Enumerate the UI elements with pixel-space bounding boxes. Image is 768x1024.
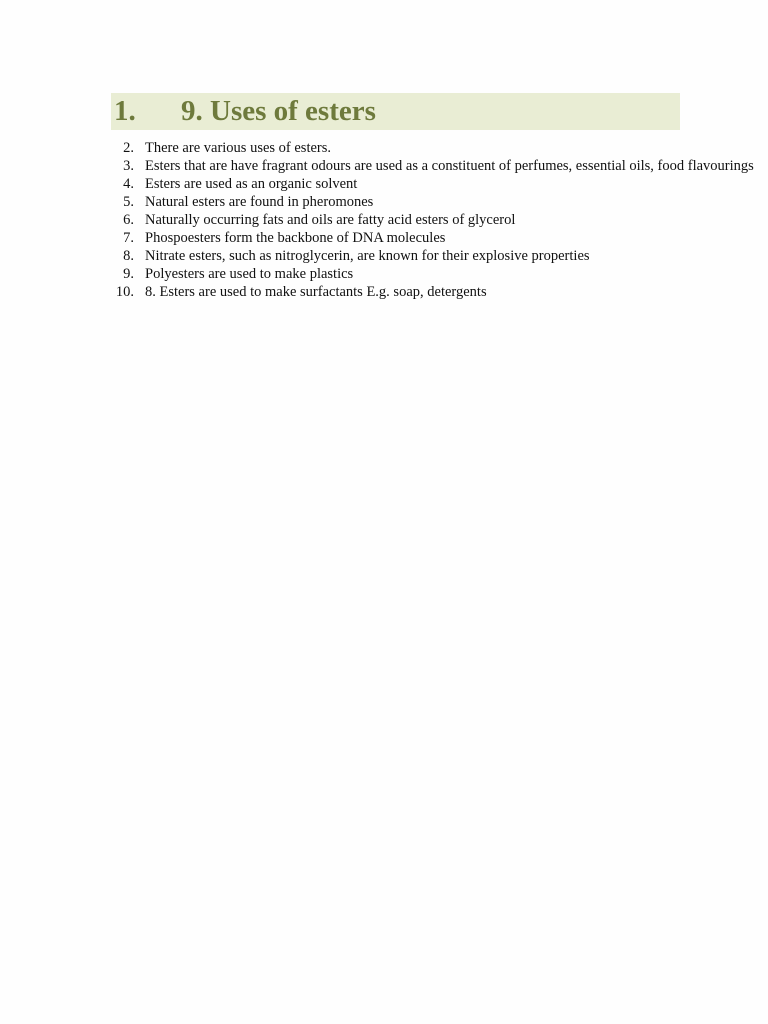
list-item-number: 10. <box>115 284 134 300</box>
list-item-number: 9. <box>123 266 134 282</box>
list-item-text: Esters that are have fragrant odours are used as a constituent of perfumes, essential oils, food flavourings <box>145 158 754 174</box>
list-item <box>0 265 768 283</box>
list-item-number: 2. <box>123 140 134 156</box>
uses-list <box>0 139 768 309</box>
list-item-number: 3. <box>123 158 134 174</box>
list-item-number: 8. <box>123 248 134 264</box>
list-item <box>0 283 768 301</box>
list-item-number: 5. <box>123 194 134 210</box>
list-item <box>0 193 768 211</box>
list-item <box>0 157 768 175</box>
list-item-text: Nitrate esters, such as nitroglycerin, are known for their explosive properties <box>145 248 590 264</box>
list-item-text: 8. Esters are used to make surfactants E.g. soap, detergents <box>145 284 487 300</box>
list-item <box>0 139 768 157</box>
list-item-number: 4. <box>123 176 134 192</box>
list-item <box>0 175 768 193</box>
list-item-text: There are various uses of esters. <box>145 140 332 156</box>
list-item-text: Polyesters are used to make plastics <box>145 266 354 282</box>
list-item <box>0 229 768 247</box>
list-item-number: 7. <box>123 230 134 246</box>
list-item-text: Esters are used as an organic solvent <box>145 176 358 192</box>
list-item-number: 6. <box>123 212 134 228</box>
heading-number: 1. <box>114 95 136 127</box>
list-item-text: Phospoesters form the backbone of DNA molecules <box>145 230 446 246</box>
list-item <box>0 247 768 265</box>
list-item-text: Naturally occurring fats and oils are fatty acid esters of glycerol <box>145 212 516 228</box>
page-title: 9. Uses of esters <box>181 95 376 127</box>
list-item-text: Natural esters are found in pheromones <box>145 194 374 210</box>
list-item <box>0 211 768 229</box>
